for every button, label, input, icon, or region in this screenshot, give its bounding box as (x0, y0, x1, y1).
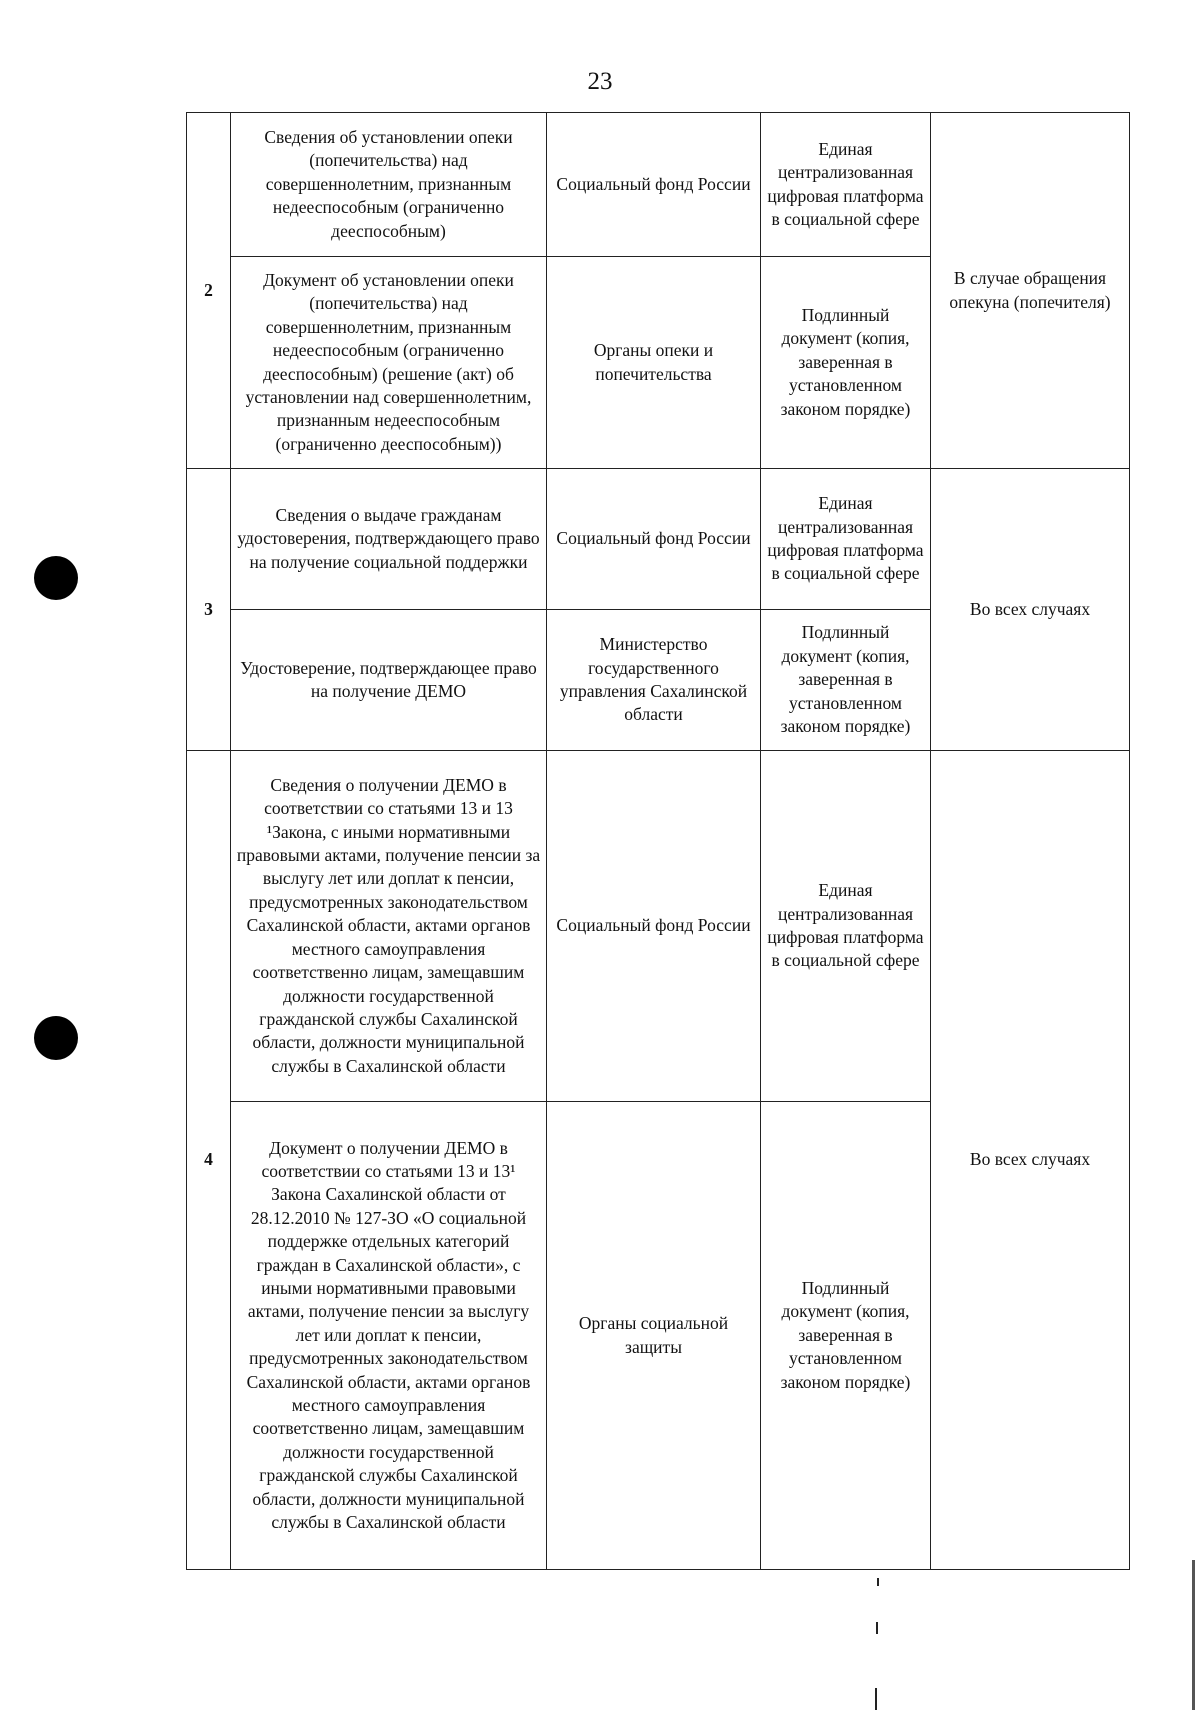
document-source: Социальный фонд России (547, 469, 761, 610)
scan-mark (877, 1578, 879, 1586)
document-source: Органы опеки и попечительства (547, 257, 761, 469)
document-form: Подлинный документ (копия, заверенная в установленном законом порядке) (761, 257, 931, 469)
document-source: Органы социальной защиты (547, 1102, 761, 1570)
document-name: Удостоверение, подтверждающее право на получение ДЕМО (231, 610, 547, 751)
document-source: Министерство государственного управления Сахалинской области (547, 610, 761, 751)
document-source: Социальный фонд России (547, 751, 761, 1102)
document-name: Сведения о получении ДЕМО в соответствии со статьями 13 и 13 ¹Закона, с иными нормативными правовыми актами, получение пенсии за выслугу лет или доплат к пенсии, предусмотренных законодательством Сахалинской области, актами органов местного самоуправления соответственно лицам, замещавшим должности государственной гражданской службы Сахалинской области, должности муниципальной службы в Сахалинской области (231, 751, 547, 1102)
table-row (187, 113, 1130, 257)
condition-note: Во всех случаях (931, 469, 1130, 751)
document-name: Документ о получении ДЕМО в соответствии со статьями 13 и 13¹ Закона Сахалинской области от 28.12.2010 № 127-ЗО «О социальной поддержке отдельных категорий граждан в Сахалинской области», с иными нормативными правовыми актами, получение пенсии за выслугу лет или доплат к пенсии, предусмотренных законодательством Сахалинской области, актами органов местного самоуправления соответственно лицам, замещавшим должности государственной гражданской службы Сахалинской области, должности муниципальной службы в Сахалинской области (231, 1102, 547, 1570)
document-form: Единая централизованная цифровая платформа в социальной сфере (761, 113, 931, 257)
document-name: Сведения об установлении опеки (попечительства) над совершеннолетним, признанным недееспособным (ограниченно дееспособным) (231, 113, 547, 257)
document-form: Единая централизованная цифровая платформа в социальной сфере (761, 751, 931, 1102)
condition-note: Во всех случаях (931, 751, 1130, 1570)
condition-note: В случае обращения опекуна (попечителя) (931, 113, 1130, 469)
document-form: Подлинный документ (копия, заверенная в установленном законом порядке) (761, 610, 931, 751)
punch-hole-bottom (34, 1016, 78, 1060)
scan-mark (1192, 1560, 1195, 1710)
table-row (187, 751, 1130, 1102)
document-form: Единая централизованная цифровая платформа в социальной сфере (761, 469, 931, 610)
row-number: 4 (187, 751, 231, 1570)
row-number: 2 (187, 113, 231, 469)
scan-mark (876, 1622, 878, 1634)
document-name: Документ об установлении опеки (попечительства) над совершеннолетним, признанным недееспособным (ограниченно дееспособным) (решение (акт) об установлении над совершеннолетним, признанным недееспособным (ограниченно дееспособным)) (231, 257, 547, 469)
table-row (187, 469, 1130, 610)
scan-mark (875, 1688, 877, 1710)
row-number: 3 (187, 469, 231, 751)
punch-hole-top (34, 556, 78, 600)
document-form: Подлинный документ (копия, заверенная в установленном законом порядке) (761, 1102, 931, 1570)
document-source: Социальный фонд России (547, 113, 761, 257)
page-number: 23 (587, 68, 613, 95)
document-name: Сведения о выдаче гражданам удостоверения, подтверждающего право на получение социальной поддержки (231, 469, 547, 610)
documents-table (186, 112, 1130, 1570)
